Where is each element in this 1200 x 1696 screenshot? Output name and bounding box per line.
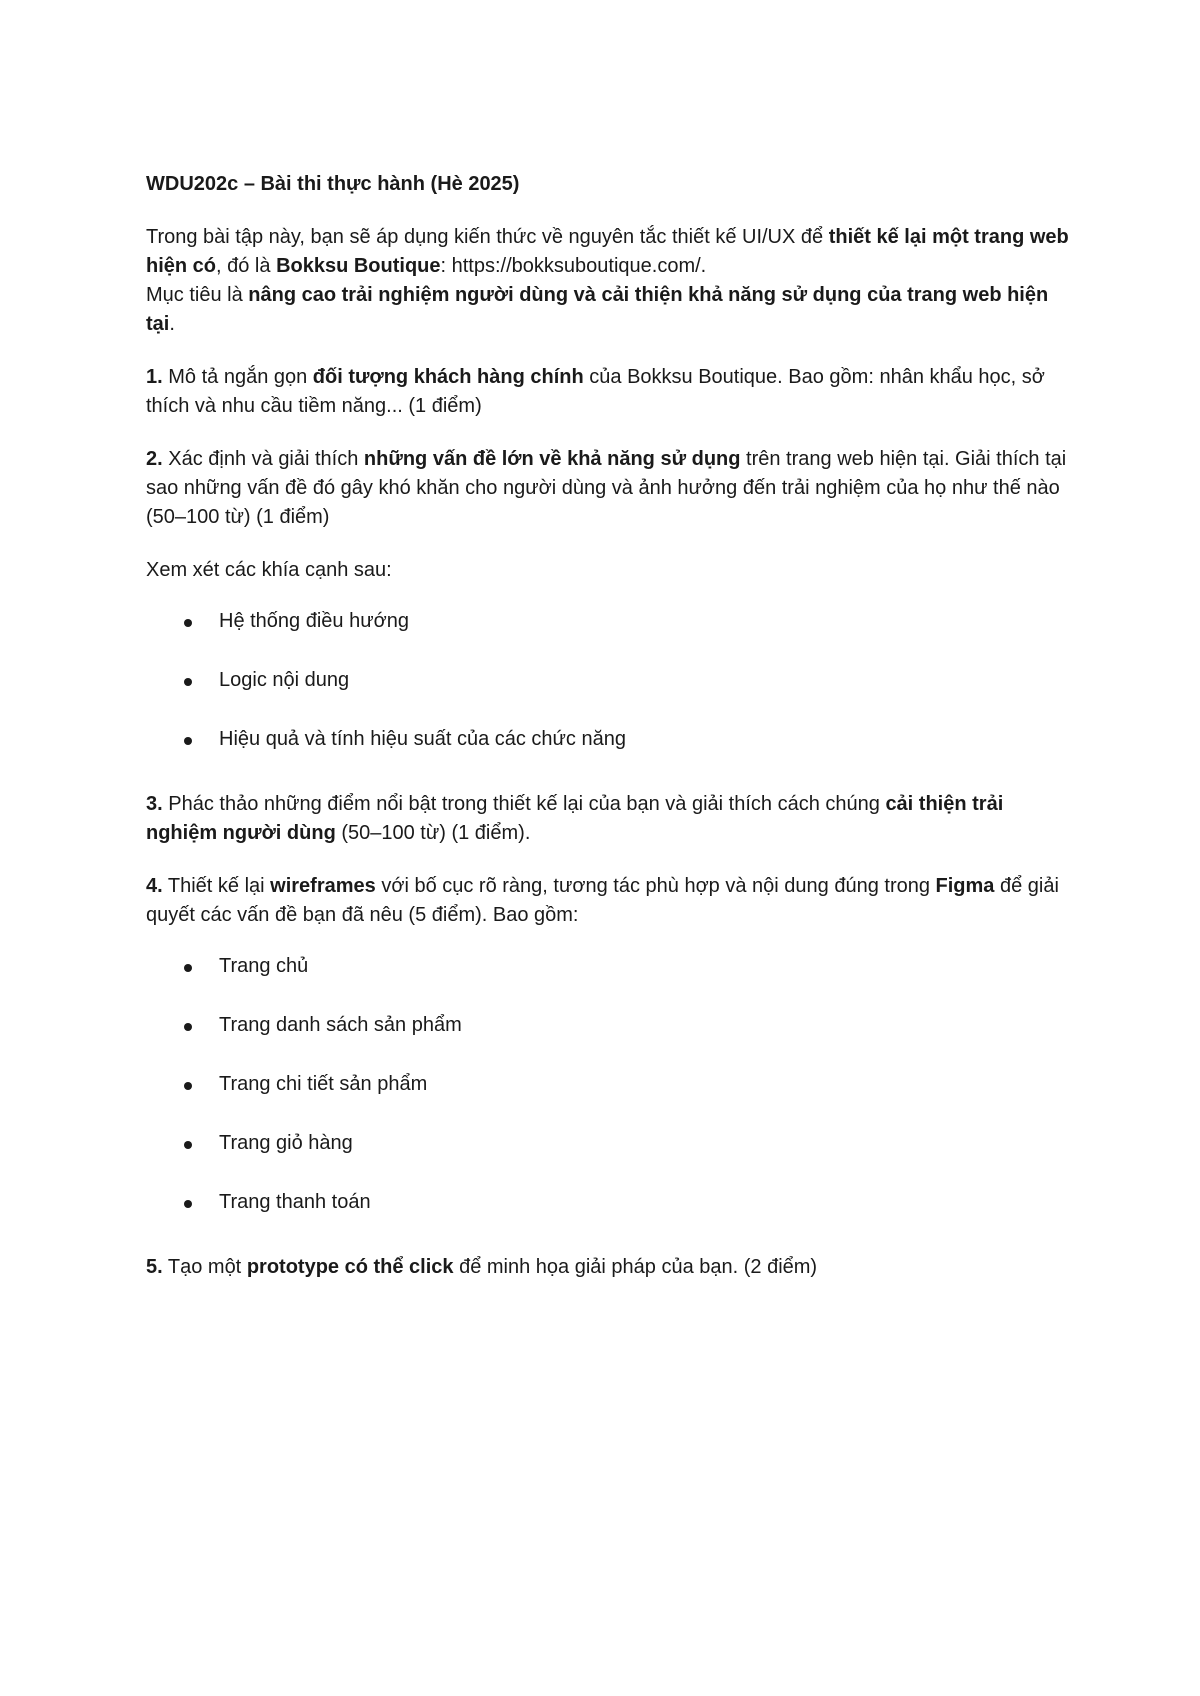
intro-text-4: Mục tiêu là xyxy=(146,284,249,306)
intro-text-1: Trong bài tập này, bạn sẽ áp dụng kiến thức về nguyên tắc thiết kế UI/UX để xyxy=(146,226,829,248)
question-4-text-3: để giải quyết các vấn đề bạn đã nêu (5 điểm). Bao gồm: xyxy=(146,875,1059,926)
intro-bold-goal: nâng cao trải nghiệm người dùng và cải thiện khả năng sử dụng của trang web hiện tại xyxy=(146,284,1049,335)
question-1-bold: đối tượng khách hàng chính xyxy=(312,366,584,388)
question-4-bullet-list xyxy=(146,952,1076,1217)
question-4-text-2: với bố cục rõ ràng, tương tác phù hợp và nội dung đúng trong xyxy=(375,875,936,897)
question-1 xyxy=(146,363,1076,421)
question-5-number: 5. xyxy=(146,1256,163,1278)
intro-text-2: , đó là xyxy=(216,255,277,277)
question-4-bold-figma: Figma xyxy=(935,875,995,897)
question-2-consider: Xem xét các khía cạnh sau: xyxy=(146,559,392,581)
question-1-text-2: của Bokksu Boutique. Bao gồm: nhân khẩu học, sở thích và nhu cầu tiềm năng... (1 điểm) xyxy=(146,366,1045,417)
question-1-number: 1. xyxy=(146,366,163,388)
intro-bold-redesign: thiết kế lại một trang web hiện có xyxy=(146,226,1069,277)
question-3-text-2: (50–100 từ) (1 điểm). xyxy=(335,822,531,844)
intro-text-5: . xyxy=(169,313,175,335)
list-item: Hiệu quả và tính hiệu suất của các chức năng xyxy=(146,725,1076,754)
list-item: Trang chủ xyxy=(146,952,1076,981)
list-item: Trang thanh toán xyxy=(146,1188,1076,1217)
document-page xyxy=(146,170,1076,1306)
question-2-number: 2. xyxy=(146,448,163,470)
intro-bold-brand: Bokksu Boutique xyxy=(276,255,441,277)
question-5-bold: prototype có thể click xyxy=(246,1256,454,1278)
question-5 xyxy=(146,1253,1076,1282)
question-2-bold: những vấn đề lớn về khả năng sử dụng xyxy=(363,448,741,470)
question-4-text-1: Thiết kế lại xyxy=(162,875,271,897)
question-5-text-2: để minh họa giải pháp của bạn. (2 điểm) xyxy=(453,1256,818,1278)
question-3-bold: cải thiện trải nghiệm người dùng xyxy=(146,793,1004,844)
question-4-number: 4. xyxy=(146,875,163,897)
list-item: Trang giỏ hàng xyxy=(146,1129,1076,1158)
intro-url-text: : https://bokksuboutique.com/. xyxy=(440,255,707,277)
question-3 xyxy=(146,790,1076,848)
question-1-text-1: Mô tả ngắn gọn xyxy=(162,366,313,388)
question-2-text-1: Xác định và giải thích xyxy=(162,448,364,470)
question-5-text-1: Tạo một xyxy=(162,1256,247,1278)
question-4-bold-wireframes: wireframes xyxy=(270,875,376,897)
question-3-text-1: Phác thảo những điểm nổi bật trong thiết kế lại của bạn và giải thích cách chúng xyxy=(162,793,886,815)
document-title: WDU202c – Bài thi thực hành (Hè 2025) xyxy=(146,173,520,195)
list-item: Hệ thống điều hướng xyxy=(146,607,1076,636)
question-2-text-2: trên trang web hiện tại. Giải thích tại sao những vấn đề đó gây khó khăn cho người dùng và ảnh hưởng đến trải nghiệm của họ như thế nào (50–100 từ) (1 điểm) xyxy=(146,448,1067,528)
question-3-number: 3. xyxy=(146,793,163,815)
question-4 xyxy=(146,872,1076,930)
intro-paragraph xyxy=(146,223,1076,339)
question-2-bullet-list xyxy=(146,607,1076,754)
question-2 xyxy=(146,445,1076,532)
list-item: Trang danh sách sản phẩm xyxy=(146,1011,1076,1040)
list-item: Logic nội dung xyxy=(146,666,1076,695)
list-item: Trang chi tiết sản phẩm xyxy=(146,1070,1076,1099)
